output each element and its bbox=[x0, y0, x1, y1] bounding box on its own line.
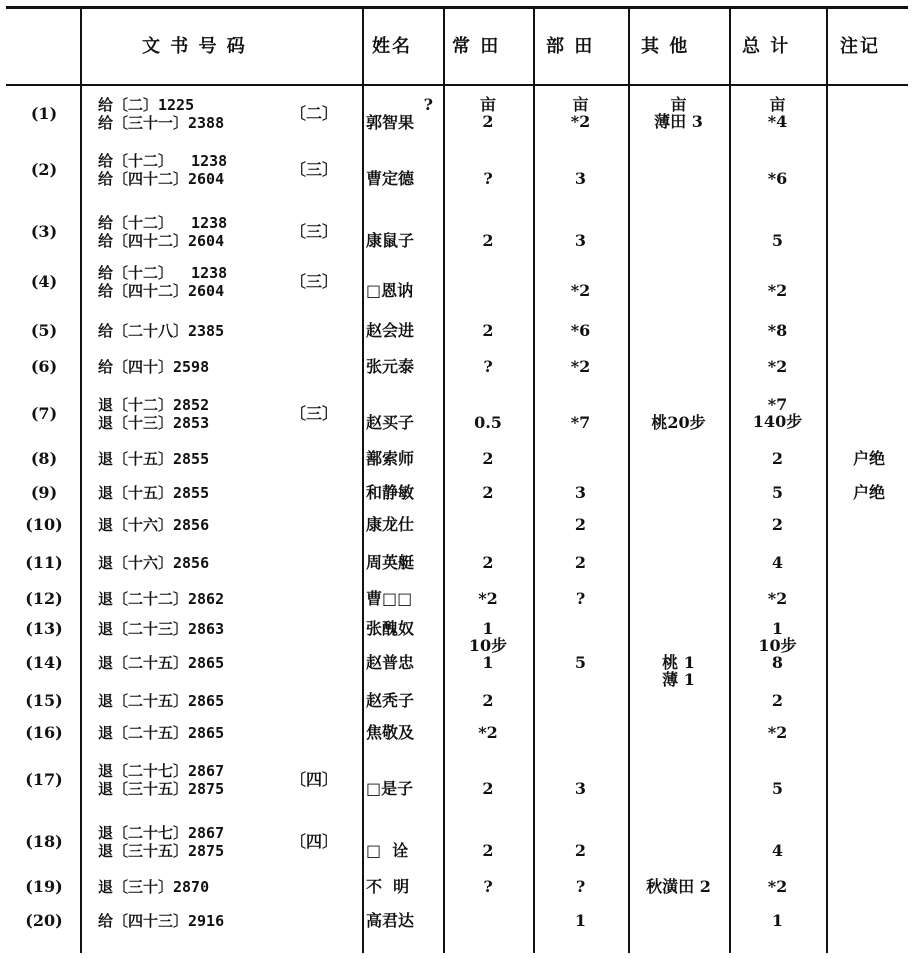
header-bu-tian: 部 田 bbox=[546, 36, 595, 57]
chang-value: 亩 bbox=[479, 95, 496, 114]
person-name: 和静敏 bbox=[366, 483, 415, 502]
total-value: 亩 bbox=[769, 95, 786, 114]
chang-value: 2 bbox=[482, 231, 494, 250]
row-index: (20) bbox=[25, 911, 63, 930]
total-value: 2 bbox=[771, 449, 784, 468]
total-value: 10步 bbox=[758, 636, 797, 655]
row-index: (11) bbox=[25, 553, 63, 572]
column-divider bbox=[729, 9, 731, 953]
note: 户绝 bbox=[852, 483, 885, 502]
group-tag: 〔三〕 bbox=[290, 160, 339, 179]
bu-value: 3 bbox=[574, 483, 587, 502]
doc-number: 退〔二十七〕2867 bbox=[98, 762, 225, 780]
row-index: (12) bbox=[25, 589, 63, 608]
person-name: 张醜奴 bbox=[366, 619, 415, 638]
bu-value: *2 bbox=[570, 281, 591, 300]
total-value: *7 bbox=[767, 395, 788, 414]
chang-value: 2 bbox=[482, 779, 494, 798]
other-value: 桃20步 bbox=[651, 413, 706, 432]
bu-value: 3 bbox=[574, 169, 587, 188]
total-value: *2 bbox=[767, 877, 788, 896]
total-value: 4 bbox=[771, 841, 784, 860]
total-value: 1 bbox=[771, 619, 784, 638]
total-value: 4 bbox=[771, 553, 784, 572]
column-divider bbox=[80, 9, 82, 953]
chang-value: 2 bbox=[482, 483, 494, 502]
person-name: 康龙仕 bbox=[366, 515, 415, 534]
name-uncertain: ? bbox=[423, 95, 433, 114]
top-rule bbox=[6, 6, 908, 9]
person-name: □是子 bbox=[366, 779, 414, 798]
doc-number: 退〔二十五〕2865 bbox=[98, 692, 225, 710]
header-total: 总 计 bbox=[742, 36, 791, 57]
group-tag: 〔三〕 bbox=[290, 272, 339, 291]
doc-number: 退〔二十二〕2862 bbox=[98, 590, 225, 608]
row-index: (18) bbox=[25, 832, 63, 851]
doc-number: 给〔四十三〕2916 bbox=[98, 912, 225, 930]
doc-number: 退〔十二〕2852 bbox=[98, 396, 210, 414]
person-name: □ 诠 bbox=[366, 841, 409, 860]
bu-value: *7 bbox=[570, 413, 591, 432]
doc-number: 给〔十二〕 1238 bbox=[98, 264, 228, 282]
group-tag: 〔三〕 bbox=[290, 222, 339, 241]
total-value: *2 bbox=[767, 281, 788, 300]
doc-number: 退〔二十五〕2865 bbox=[98, 724, 225, 742]
chang-value: 2 bbox=[482, 841, 494, 860]
chang-value: 1 bbox=[482, 619, 494, 638]
other-value: 亩 bbox=[670, 95, 687, 114]
doc-number: 退〔十五〕2855 bbox=[98, 484, 210, 502]
other-value: 薄田 3 bbox=[654, 112, 703, 131]
person-name: 赵买子 bbox=[366, 413, 415, 432]
person-name: □恩讷 bbox=[366, 281, 414, 300]
column-divider bbox=[628, 9, 630, 953]
total-value: 2 bbox=[771, 691, 784, 710]
total-value: *2 bbox=[767, 357, 788, 376]
row-index: (6) bbox=[30, 357, 58, 376]
person-name: 周英艇 bbox=[366, 553, 415, 572]
row-index: (4) bbox=[30, 272, 58, 291]
doc-number: 给〔三十一〕2388 bbox=[98, 114, 225, 132]
person-name: 赵秃子 bbox=[366, 691, 415, 710]
column-divider bbox=[826, 9, 828, 953]
row-index: (1) bbox=[30, 104, 58, 123]
header-other: 其 他 bbox=[641, 36, 690, 57]
row-index: (14) bbox=[25, 653, 63, 672]
column-divider bbox=[533, 9, 535, 953]
doc-number: 给〔四十〕2598 bbox=[98, 358, 210, 376]
doc-number: 给〔四十二〕2604 bbox=[98, 232, 225, 250]
doc-number: 给〔十二〕 1238 bbox=[98, 214, 228, 232]
chang-value: 2 bbox=[482, 449, 494, 468]
header-name: 姓名 bbox=[372, 36, 412, 57]
total-value: 2 bbox=[771, 515, 784, 534]
chang-value: 2 bbox=[482, 112, 494, 131]
doc-number: 退〔十六〕2856 bbox=[98, 554, 210, 572]
bu-value: *2 bbox=[570, 112, 591, 131]
chang-value: ? bbox=[483, 169, 493, 188]
doc-number: 退〔二十三〕2863 bbox=[98, 620, 225, 638]
bu-value: 3 bbox=[574, 779, 587, 798]
group-tag: 〔二〕 bbox=[290, 104, 339, 123]
chang-value: ? bbox=[483, 357, 493, 376]
chang-value: *2 bbox=[478, 723, 498, 742]
column-divider bbox=[443, 9, 445, 953]
header-chang-tian: 常 田 bbox=[452, 36, 501, 57]
other-value: 秋潢田 2 bbox=[646, 877, 711, 896]
total-value: *8 bbox=[767, 321, 788, 340]
bu-value: 3 bbox=[574, 231, 587, 250]
row-index: (15) bbox=[25, 691, 63, 710]
person-name: 张元泰 bbox=[366, 357, 415, 376]
row-index: (3) bbox=[30, 222, 58, 241]
total-value: 1 bbox=[771, 911, 784, 930]
total-value: 8 bbox=[771, 653, 784, 672]
row-index: (7) bbox=[30, 404, 58, 423]
total-value: *2 bbox=[767, 723, 788, 742]
group-tag: 〔三〕 bbox=[290, 404, 339, 423]
row-index: (9) bbox=[30, 483, 58, 502]
row-index: (2) bbox=[30, 160, 58, 179]
chang-value: 2 bbox=[482, 321, 494, 340]
bu-value: 5 bbox=[574, 653, 587, 672]
doc-number: 退〔二十七〕2867 bbox=[98, 824, 225, 842]
doc-number: 退〔十六〕2856 bbox=[98, 516, 210, 534]
bu-value: *2 bbox=[570, 357, 591, 376]
total-value: 5 bbox=[771, 231, 784, 250]
group-tag: 〔四〕 bbox=[290, 832, 339, 851]
column-divider bbox=[362, 9, 364, 953]
chang-value: 0.5 bbox=[474, 413, 502, 432]
doc-number: 退〔十五〕2855 bbox=[98, 450, 210, 468]
header-doc-number: 文 书 号 码 bbox=[142, 36, 247, 57]
chang-value: *2 bbox=[478, 589, 498, 608]
row-index: (8) bbox=[30, 449, 58, 468]
other-value: 桃 1 bbox=[662, 653, 695, 672]
header-rule bbox=[6, 84, 908, 86]
row-index: (17) bbox=[25, 770, 63, 789]
bu-value: 2 bbox=[574, 515, 587, 534]
other-value: 薄 1 bbox=[662, 670, 695, 689]
row-index: (5) bbox=[30, 321, 58, 340]
header-note: 注记 bbox=[840, 36, 880, 57]
bu-value: 2 bbox=[574, 553, 587, 572]
doc-number: 退〔三十五〕2875 bbox=[98, 780, 225, 798]
bu-value: 亩 bbox=[572, 95, 589, 114]
doc-number: 退〔三十五〕2875 bbox=[98, 842, 225, 860]
total-value: 5 bbox=[771, 483, 784, 502]
person-name: 曹□□ bbox=[366, 589, 413, 608]
total-value: 5 bbox=[771, 779, 784, 798]
person-name: 郭智果 bbox=[366, 113, 415, 132]
row-index: (16) bbox=[25, 723, 63, 742]
doc-number: 给〔四十二〕2604 bbox=[98, 282, 225, 300]
chang-value: 1 bbox=[482, 653, 494, 672]
chang-value: 2 bbox=[482, 553, 494, 572]
doc-number: 给〔二〕1225 bbox=[98, 96, 195, 114]
bu-value: *6 bbox=[570, 321, 591, 340]
person-name: 康鼠子 bbox=[366, 231, 415, 250]
chang-value: 10步 bbox=[468, 636, 508, 655]
person-name: 不 明 bbox=[366, 877, 410, 896]
chang-value: ? bbox=[483, 877, 493, 896]
total-value: *4 bbox=[767, 112, 788, 131]
row-index: (13) bbox=[25, 619, 63, 638]
bu-value: ? bbox=[575, 877, 586, 896]
person-name: 高君达 bbox=[366, 911, 415, 930]
row-index: (10) bbox=[25, 515, 63, 534]
person-name: 赵会进 bbox=[366, 321, 415, 340]
doc-number: 退〔三十〕2870 bbox=[98, 878, 210, 896]
person-name: 赵普忠 bbox=[366, 653, 415, 672]
total-value: 140步 bbox=[752, 412, 803, 431]
total-value: *6 bbox=[767, 169, 788, 188]
group-tag: 〔四〕 bbox=[290, 770, 339, 789]
bu-value: 2 bbox=[574, 841, 587, 860]
doc-number: 给〔十二〕 1238 bbox=[98, 152, 228, 170]
note: 户绝 bbox=[852, 449, 885, 468]
total-value: *2 bbox=[767, 589, 788, 608]
doc-number: 给〔二十八〕2385 bbox=[98, 322, 225, 340]
bu-value: 1 bbox=[574, 911, 587, 930]
person-name: 焦敬及 bbox=[366, 723, 415, 742]
doc-number: 给〔四十二〕2604 bbox=[98, 170, 225, 188]
bu-value: ? bbox=[575, 589, 586, 608]
doc-number: 退〔二十五〕2865 bbox=[98, 654, 225, 672]
chang-value: 2 bbox=[482, 691, 494, 710]
doc-number: 退〔十三〕2853 bbox=[98, 414, 210, 432]
person-name: 曹定德 bbox=[366, 169, 415, 188]
person-name: 鄯索师 bbox=[366, 449, 415, 468]
row-index: (19) bbox=[25, 877, 63, 896]
